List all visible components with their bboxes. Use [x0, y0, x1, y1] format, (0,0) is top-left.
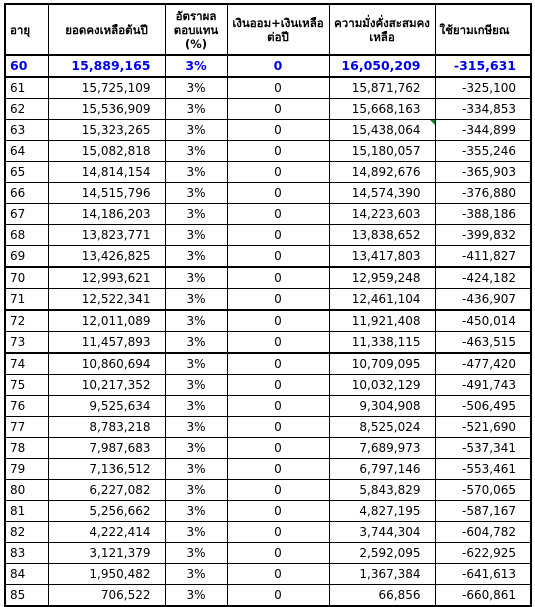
cell-spending[interactable]: -553,461 — [435, 459, 531, 480]
cell-spending[interactable]: -325,100 — [435, 77, 531, 99]
cell-wealth[interactable]: 14,223,603 — [329, 204, 435, 225]
cell-spending[interactable]: -399,832 — [435, 225, 531, 246]
cell-balance[interactable]: 12,011,089 — [48, 310, 165, 332]
cell-spending[interactable]: -570,065 — [435, 480, 531, 501]
table-row — [5, 353, 531, 375]
cell-rate[interactable]: 3% — [165, 225, 227, 246]
table-row — [5, 438, 531, 459]
cell-rate[interactable]: 3% — [165, 417, 227, 438]
cell-balance[interactable]: 3,121,379 — [48, 543, 165, 564]
cell-savings[interactable]: 0 — [227, 501, 329, 522]
cell-age[interactable]: 71 — [5, 289, 48, 311]
cell-savings[interactable]: 0 — [227, 289, 329, 311]
cell-age[interactable]: 64 — [5, 141, 48, 162]
cell-spending[interactable]: -450,014 — [435, 310, 531, 332]
cell-age[interactable]: 73 — [5, 332, 48, 354]
cell-wealth[interactable]: 13,417,803 — [329, 246, 435, 268]
cell-balance[interactable]: 15,725,109 — [48, 77, 165, 99]
cell-savings[interactable]: 0 — [227, 246, 329, 268]
cell-age[interactable]: 77 — [5, 417, 48, 438]
cell-savings[interactable]: 0 — [227, 55, 329, 77]
cell-rate[interactable]: 3% — [165, 522, 227, 543]
table-row — [5, 267, 531, 289]
cell-wealth[interactable]: 12,959,248 — [329, 267, 435, 289]
header-savings[interactable]: เงินออม+เงินเหลือต่อปี — [227, 4, 329, 55]
cell-rate[interactable]: 3% — [165, 375, 227, 396]
cell-spending[interactable]: -660,861 — [435, 585, 531, 607]
table-row — [5, 183, 531, 204]
cell-balance[interactable]: 15,889,165 — [48, 55, 165, 77]
cell-spending[interactable]: -604,782 — [435, 522, 531, 543]
table-row — [5, 459, 531, 480]
cell-balance[interactable]: 14,814,154 — [48, 162, 165, 183]
cell-age[interactable]: 79 — [5, 459, 48, 480]
cell-rate[interactable]: 3% — [165, 162, 227, 183]
cell-age[interactable]: 85 — [5, 585, 48, 607]
header-wealth[interactable]: ความมั่งคั่งสะสมคงเหลือ — [329, 4, 435, 55]
table-row — [5, 310, 531, 332]
cell-savings[interactable]: 0 — [227, 585, 329, 607]
table-row — [5, 564, 531, 585]
cell-rate[interactable]: 3% — [165, 396, 227, 417]
cell-savings[interactable]: 0 — [227, 522, 329, 543]
cell-age[interactable]: 68 — [5, 225, 48, 246]
cell-savings[interactable]: 0 — [227, 438, 329, 459]
cell-balance[interactable]: 15,323,265 — [48, 120, 165, 141]
cell-rate[interactable]: 3% — [165, 120, 227, 141]
cell-rate[interactable]: 3% — [165, 310, 227, 332]
table-row — [5, 55, 531, 77]
cell-balance[interactable]: 11,457,893 — [48, 332, 165, 354]
cell-rate[interactable]: 3% — [165, 543, 227, 564]
cell-savings[interactable]: 0 — [227, 480, 329, 501]
cell-spending[interactable]: -344,899 — [435, 120, 531, 141]
cell-wealth[interactable]: 15,871,762 — [329, 77, 435, 99]
cell-rate[interactable]: 3% — [165, 585, 227, 607]
cell-balance[interactable]: 9,525,634 — [48, 396, 165, 417]
table-row — [5, 417, 531, 438]
retirement-table-sheet — [4, 3, 532, 607]
table-row — [5, 120, 531, 141]
cell-spending[interactable]: -477,420 — [435, 353, 531, 375]
cell-savings[interactable]: 0 — [227, 162, 329, 183]
cell-wealth[interactable]: 5,843,829 — [329, 480, 435, 501]
cell-wealth[interactable]: 15,180,057 — [329, 141, 435, 162]
cell-wealth[interactable]: 12,461,104 — [329, 289, 435, 311]
cell-savings[interactable]: 0 — [227, 204, 329, 225]
cell-spending[interactable]: -376,880 — [435, 183, 531, 204]
cell-age[interactable]: 70 — [5, 267, 48, 289]
cell-savings[interactable]: 0 — [227, 120, 329, 141]
table-row — [5, 246, 531, 268]
table-header — [5, 4, 531, 55]
cell-savings[interactable]: 0 — [227, 267, 329, 289]
cell-rate[interactable]: 3% — [165, 564, 227, 585]
cell-rate[interactable]: 3% — [165, 289, 227, 311]
cell-spending[interactable]: -587,167 — [435, 501, 531, 522]
cell-wealth[interactable]: 9,304,908 — [329, 396, 435, 417]
cell-age[interactable]: 74 — [5, 353, 48, 375]
cell-age[interactable]: 82 — [5, 522, 48, 543]
table-body — [5, 55, 531, 606]
cell-balance[interactable]: 10,217,352 — [48, 375, 165, 396]
cell-wealth[interactable]: 16,050,209 — [329, 55, 435, 77]
cell-spending[interactable]: -388,186 — [435, 204, 531, 225]
cell-balance[interactable]: 7,987,683 — [48, 438, 165, 459]
cell-age[interactable]: 65 — [5, 162, 48, 183]
cell-age[interactable]: 60 — [5, 55, 48, 77]
cell-rate[interactable]: 3% — [165, 480, 227, 501]
cell-spending[interactable]: -622,925 — [435, 543, 531, 564]
table-row — [5, 99, 531, 120]
cell-spending[interactable]: -521,690 — [435, 417, 531, 438]
cell-wealth[interactable]: 7,689,973 — [329, 438, 435, 459]
cell-rate[interactable]: 3% — [165, 183, 227, 204]
table-row — [5, 162, 531, 183]
cell-wealth[interactable]: 10,709,095 — [329, 353, 435, 375]
table-row — [5, 480, 531, 501]
cell-rate[interactable]: 3% — [165, 353, 227, 375]
header-rate[interactable]: อัตราผลตอบแทน (%) — [165, 4, 227, 55]
table-row — [5, 204, 531, 225]
header-row — [5, 4, 531, 55]
cell-balance[interactable]: 13,426,825 — [48, 246, 165, 268]
cell-savings[interactable]: 0 — [227, 375, 329, 396]
cell-age[interactable]: 80 — [5, 480, 48, 501]
cell-savings[interactable]: 0 — [227, 564, 329, 585]
cell-rate[interactable]: 3% — [165, 55, 227, 77]
cell-spending[interactable]: -491,743 — [435, 375, 531, 396]
cell-spending[interactable]: -463,515 — [435, 332, 531, 354]
cell-balance[interactable]: 6,227,082 — [48, 480, 165, 501]
table-row — [5, 501, 531, 522]
cell-wealth[interactable]: 66,856 — [329, 585, 435, 607]
table-row — [5, 396, 531, 417]
table-row — [5, 585, 531, 607]
cell-age[interactable]: 69 — [5, 246, 48, 268]
cell-rate[interactable]: 3% — [165, 501, 227, 522]
cell-age[interactable]: 78 — [5, 438, 48, 459]
table-row — [5, 332, 531, 354]
cell-savings[interactable]: 0 — [227, 332, 329, 354]
cell-wealth[interactable]: 15,668,163 — [329, 99, 435, 120]
cell-wealth[interactable]: 14,892,676 — [329, 162, 435, 183]
table-row — [5, 141, 531, 162]
cell-wealth[interactable]: 13,838,652 — [329, 225, 435, 246]
cell-rate[interactable]: 3% — [165, 459, 227, 480]
cell-rate[interactable]: 3% — [165, 77, 227, 99]
cell-rate[interactable]: 3% — [165, 246, 227, 268]
cell-age[interactable]: 63 — [5, 120, 48, 141]
cell-wealth[interactable]: 10,032,129 — [329, 375, 435, 396]
cell-balance[interactable]: 5,256,662 — [48, 501, 165, 522]
cell-rate[interactable]: 3% — [165, 267, 227, 289]
cell-age[interactable]: 67 — [5, 204, 48, 225]
cell-rate[interactable]: 3% — [165, 99, 227, 120]
table-row — [5, 522, 531, 543]
table-row — [5, 375, 531, 396]
cell-savings[interactable]: 0 — [227, 396, 329, 417]
cell-balance[interactable]: 8,783,218 — [48, 417, 165, 438]
cell-balance[interactable]: 12,993,621 — [48, 267, 165, 289]
table-row — [5, 289, 531, 311]
header-age[interactable]: อายุ — [5, 4, 48, 55]
cell-balance[interactable]: 13,823,771 — [48, 225, 165, 246]
cell-balance[interactable]: 15,082,818 — [48, 141, 165, 162]
cell-spending[interactable]: -355,246 — [435, 141, 531, 162]
cell-balance[interactable]: 10,860,694 — [48, 353, 165, 375]
cell-wealth[interactable]: 3,744,304 — [329, 522, 435, 543]
cell-balance[interactable]: 1,950,482 — [48, 564, 165, 585]
cell-wealth[interactable]: 1,367,384 — [329, 564, 435, 585]
cell-savings[interactable]: 0 — [227, 543, 329, 564]
cell-balance[interactable]: 14,515,796 — [48, 183, 165, 204]
cell-balance[interactable]: 7,136,512 — [48, 459, 165, 480]
table-row — [5, 77, 531, 99]
cell-wealth[interactable]: 2,592,095 — [329, 543, 435, 564]
cell-age[interactable]: 62 — [5, 99, 48, 120]
cell-wealth[interactable]: 14,574,390 — [329, 183, 435, 204]
cell-savings[interactable]: 0 — [227, 417, 329, 438]
cell-age[interactable]: 81 — [5, 501, 48, 522]
cell-spending[interactable]: -537,341 — [435, 438, 531, 459]
retirement-table — [4, 3, 532, 607]
cell-age[interactable]: 76 — [5, 396, 48, 417]
cell-savings[interactable]: 0 — [227, 310, 329, 332]
cell-balance[interactable]: 12,522,341 — [48, 289, 165, 311]
cell-savings[interactable]: 0 — [227, 99, 329, 120]
cell-savings[interactable]: 0 — [227, 183, 329, 204]
cell-spending[interactable]: -641,613 — [435, 564, 531, 585]
cell-savings[interactable]: 0 — [227, 353, 329, 375]
cell-rate[interactable]: 3% — [165, 141, 227, 162]
cell-wealth[interactable]: 8,525,024 — [329, 417, 435, 438]
cell-balance[interactable]: 14,186,203 — [48, 204, 165, 225]
cell-savings[interactable]: 0 — [227, 141, 329, 162]
cell-rate[interactable]: 3% — [165, 332, 227, 354]
cell-rate[interactable]: 3% — [165, 438, 227, 459]
cell-age[interactable]: 66 — [5, 183, 48, 204]
cell-spending[interactable]: -334,853 — [435, 99, 531, 120]
cell-wealth[interactable]: 11,921,408 — [329, 310, 435, 332]
cell-age[interactable]: 83 — [5, 543, 48, 564]
cell-balance[interactable]: 15,536,909 — [48, 99, 165, 120]
cell-age[interactable]: 75 — [5, 375, 48, 396]
cell-spending[interactable]: -411,827 — [435, 246, 531, 268]
cell-age[interactable]: 84 — [5, 564, 48, 585]
cell-wealth[interactable]: 4,827,195 — [329, 501, 435, 522]
cell-spending[interactable]: -424,182 — [435, 267, 531, 289]
cell-spending[interactable]: -365,903 — [435, 162, 531, 183]
cell-balance[interactable]: 706,522 — [48, 585, 165, 607]
cell-rate[interactable]: 3% — [165, 204, 227, 225]
table-row — [5, 225, 531, 246]
cell-wealth[interactable]: 6,797,146 — [329, 459, 435, 480]
cell-savings[interactable]: 0 — [227, 225, 329, 246]
cell-spending[interactable]: -315,631 — [435, 55, 531, 77]
cell-wealth[interactable]: 15,438,064 — [329, 120, 435, 141]
cell-wealth[interactable]: 11,338,115 — [329, 332, 435, 354]
cell-savings[interactable]: 0 — [227, 77, 329, 99]
cell-balance[interactable]: 4,222,414 — [48, 522, 165, 543]
cell-savings[interactable]: 0 — [227, 459, 329, 480]
cell-age[interactable]: 72 — [5, 310, 48, 332]
header-spending[interactable]: ใช้ยามเกษียณ — [435, 4, 531, 55]
header-balance[interactable]: ยอดคงเหลือต้นปี — [48, 4, 165, 55]
cell-age[interactable]: 61 — [5, 77, 48, 99]
cell-spending[interactable]: -506,495 — [435, 396, 531, 417]
table-row — [5, 543, 531, 564]
cell-spending[interactable]: -436,907 — [435, 289, 531, 311]
